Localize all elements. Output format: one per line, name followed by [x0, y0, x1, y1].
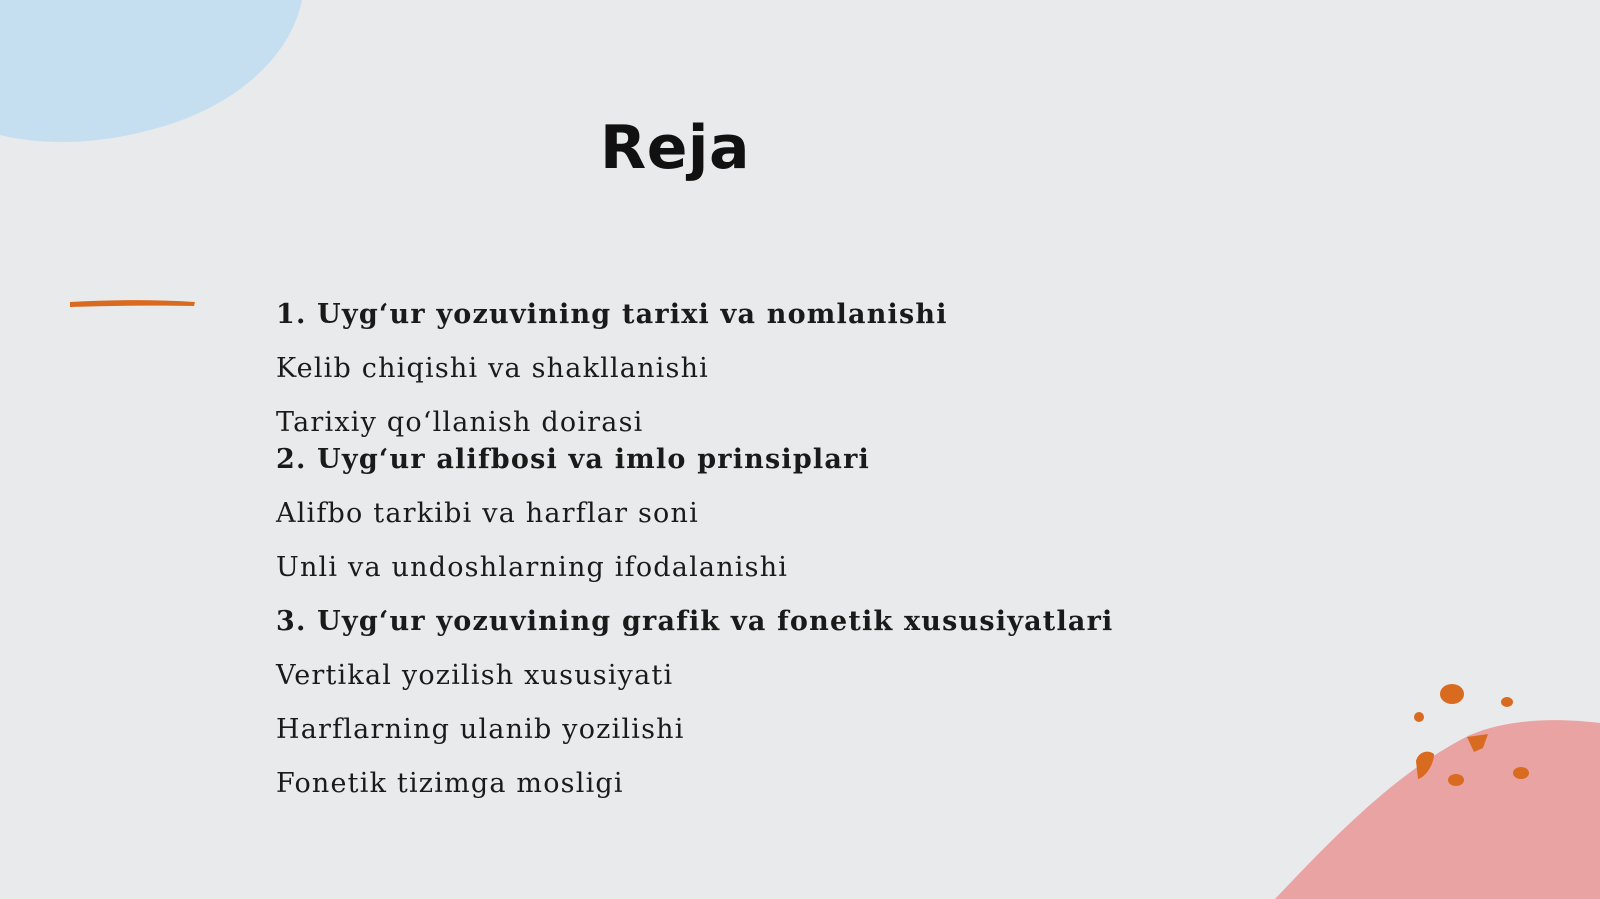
section-heading-2: 2. Uyg‘ur alifbosi va imlo prinsiplari — [276, 444, 870, 475]
pink-blob-shape — [1275, 720, 1600, 899]
agenda-item-3-2: Harflarning ulanib yozilishi — [276, 714, 685, 745]
agenda-item-3-1: Vertikal yozilish xususiyati — [276, 660, 674, 691]
agenda-item-3-3: Fonetik tizimga mosligi — [276, 768, 624, 799]
section-heading-1: 1. Uyg‘ur yozuvining tarixi va nomlanishi — [276, 299, 948, 330]
orange-dash-shape — [70, 300, 195, 307]
section-heading-3: 3. Uyg‘ur yozuvining grafik va fonetik xususiyatlari — [276, 606, 1114, 637]
blue-blob-shape — [0, 0, 302, 142]
agenda-item-2-2: Unli va undoshlarning ifodalanishi — [276, 552, 789, 583]
agenda-list — [276, 288, 1276, 811]
agenda-item-1-2: Tarixiy qo‘llanish doirasi — [276, 407, 644, 438]
agenda-item-1-1: Kelib chiqishi va shakllanishi — [276, 353, 709, 384]
agenda-item-2-1: Alifbo tarkibi va harflar soni — [276, 498, 699, 529]
slide-title: Reja — [600, 113, 750, 183]
